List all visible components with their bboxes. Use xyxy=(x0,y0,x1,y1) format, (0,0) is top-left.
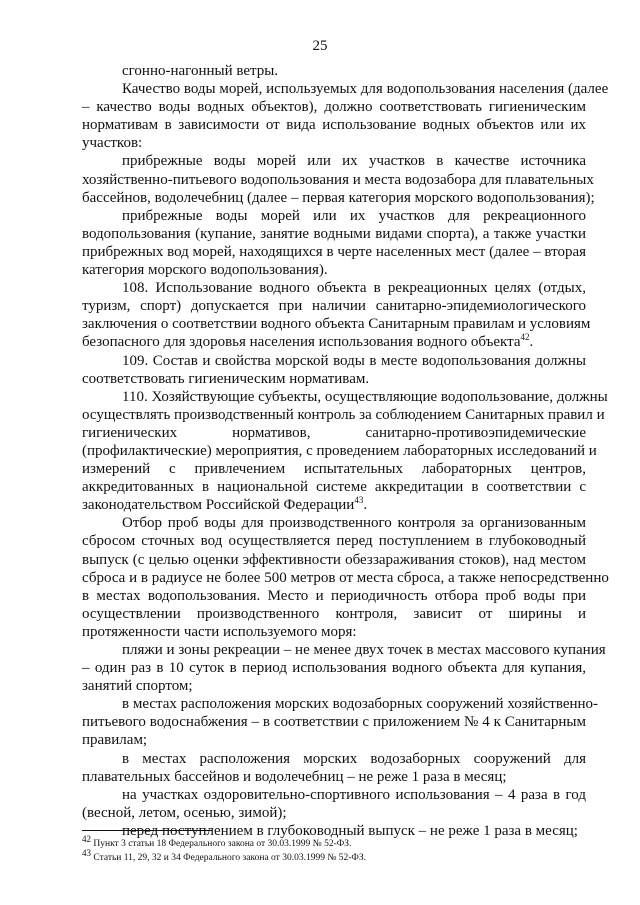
text-line: занятий спортом; xyxy=(82,678,193,695)
text-line: на участках оздоровительно-спортивного использования – 4 раза в год xyxy=(122,786,586,803)
text-line: сбросом сточных вод осуществляется перед поступлением в глубоководный xyxy=(82,533,586,550)
text-line: измерений с привлечением испытательных лабораторных центров, xyxy=(82,461,586,478)
page-number: 25 xyxy=(312,38,328,54)
text-line: соответствовать гигиеническим нормативам. xyxy=(82,370,370,387)
text-line: прибрежных вод морей, находящихся в черте населенных мест (далее – вторая xyxy=(82,243,586,260)
footnote-separator xyxy=(82,830,212,831)
text-line: перед поступлением в глубоководный выпуск – не реже 1 раза в месяц; xyxy=(122,822,578,839)
text-line: плавательных бассейнов и водолечебниц – не реже 1 раза в месяц; xyxy=(82,768,507,785)
text-line: сброса и в радиусе не более 500 метров от места сброса, а также непосредственно xyxy=(82,569,609,586)
footnote-42 xyxy=(82,833,586,850)
text-line: правилам; xyxy=(82,732,148,749)
body-text xyxy=(82,62,609,840)
text-line: бассейнов, водолечебниц (далее – первая категория морского водопользования); xyxy=(82,189,595,206)
text-line: гигиенических нормативов, санитарно-противоэпидемические xyxy=(82,424,586,441)
text-line: категория морского водопользования). xyxy=(82,262,328,279)
text-line: прибрежные воды морей или их участков в качестве источника xyxy=(122,153,586,170)
text-line: водопользования (купание, занятие водными видами спорта), а также участки xyxy=(82,225,586,242)
text-line: – один раз в 10 суток в период использования водного объекта для купания, xyxy=(82,660,586,677)
text-line: (весной, летом, осенью, зимой); xyxy=(82,804,287,821)
text-line: Отбор проб воды для производственного контроля за организованным xyxy=(122,515,586,532)
text-line: Качество воды морей, используемых для водопользования населения (далее xyxy=(122,81,609,98)
footnote-text: Статьи 11, 29, 32 и 34 Федерального закона от 30.03.1999 № 52-ФЗ. xyxy=(93,853,367,863)
text-line: в местах расположения морских водозаборных сооружений хозяйственно- xyxy=(122,696,599,713)
text-line: в местах водопользования. Место и периодичность отбора проб воды при xyxy=(82,587,586,604)
footnote-43 xyxy=(82,847,586,864)
text-line: 109. Состав и свойства морской воды в месте водопользования должны xyxy=(122,352,586,369)
text-line: (профилактические) мероприятия, с проведением лабораторных исследований и xyxy=(82,442,597,459)
text-line: 108. Использование водного объекта в рекреационных целях (отдых, xyxy=(122,280,586,297)
text-line: протяженности части используемого моря: xyxy=(82,623,357,640)
text-line: осуществлении производственного контроля, зависит от ширины и xyxy=(82,605,586,622)
text-line: питьевого водоснабжения – в соответствии с приложением № 4 к Санитарным xyxy=(82,714,586,731)
text-line: аккредитованных в национальной системе аккредитации в соответствии с xyxy=(82,479,586,496)
text-line: законодательством Российской Федерации$^{43}$. xyxy=(82,495,368,514)
text-line: в местах расположения морских водозаборных сооружений для xyxy=(122,750,586,767)
text-line: прибрежные воды морей или их участков для рекреационного xyxy=(122,207,586,224)
text-line: сгонно-нагонный ветры. xyxy=(122,63,279,79)
text-line: осуществлять производственный контроль за соблюдением Санитарных правил и xyxy=(82,406,605,423)
text-line: – качество воды водных объектов), должно соответствовать гигиеническим xyxy=(82,99,586,116)
text-line: хозяйственно-питьевого водопользования и места водозабора для плавательных xyxy=(82,171,594,188)
footnote-reference: 43 xyxy=(354,495,364,506)
text-line: нормативам в зависимости от вида использование водных объектов или их xyxy=(82,117,586,134)
text-line: 110. Хозяйствующие субъекты, осуществляющие водопользование, должны xyxy=(122,388,608,405)
text-line: пляжи и зоны рекреации – не менее двух точек в местах массового купания xyxy=(122,642,606,658)
footnote-text: Пункт 3 статьи 18 Федерального закона от 30.03.1999 № 52-ФЗ. xyxy=(93,839,352,849)
text-line: туризм, спорт) допускается при наличии санитарно-эпидемиологического xyxy=(82,298,586,315)
footnote-mark: 43 xyxy=(82,847,91,858)
text-line: участков: xyxy=(82,135,143,152)
text-line: безопасного для здоровья населения использования водного объекта$^{42}$. xyxy=(82,332,534,351)
text-line: заключения о соответствии водного объекта Санитарным правилам и условиям xyxy=(82,316,591,333)
text-line: выпуск (с целью оценки эффективности обеззараживания стоков), над местом xyxy=(82,551,586,568)
footnote-reference: 42 xyxy=(520,332,530,343)
footnote-mark: 42 xyxy=(82,833,91,844)
